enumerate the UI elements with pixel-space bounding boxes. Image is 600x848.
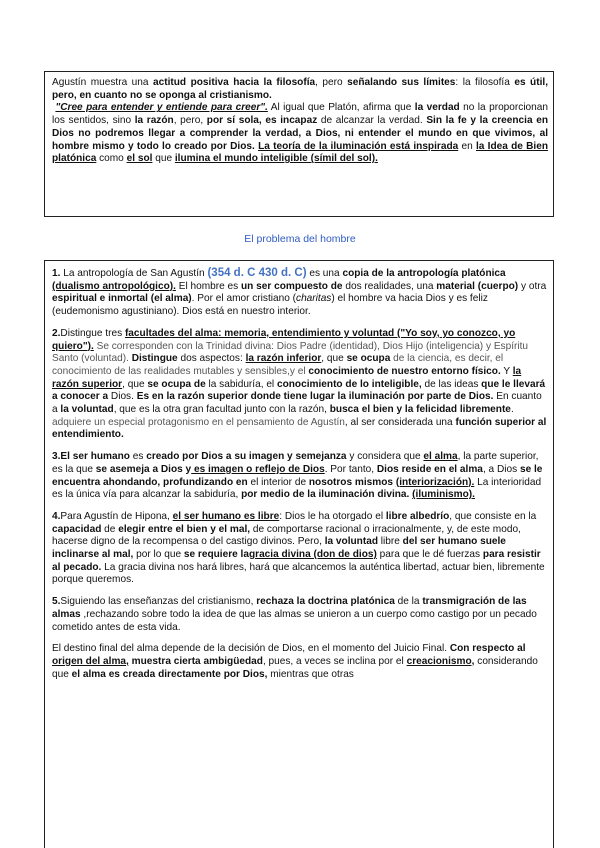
item-6: El destino final del alma depende de la decisión de Dios, en el momento del Juicio Final. Con respecto al origen del alma, muestra cierta ambigüedad, pues, a veces se inclina por el creacionismo, considerando que el alma es creada directamente por Dios, mientras que otras	[52, 643, 538, 680]
item-1: 1. La antropología de San Agustín (354 d. C 430 d. C) es una copia de la antropología platónica (dualismo antropológico). El hombre es un ser compuesto de dos realidades, una material (cuerpo) y otra espiritual e inmortal (el alma). Por el amor cristiano (charitas) el hombre va hacia Dios y es feliz (eudemonismo agustiniano). Dios está en nuestro interior.	[52, 267, 547, 318]
item-2: 2.Distingue tres facultades del alma: memoria, entendimiento y voluntad ("Yo soy, yo conozco, yo quiero"). Se corresponden con la Trinidad divina: Dios Padre (identidad), Dios Hijo (inteligencia) y Espíritu Santo (voluntad). Distingue dos aspectos: la razón inferior, que se ocupa de la ciencia, es decir, el conocimiento de las realidades mutables y sensibles,y el conocimiento de nuestro entorno físico. Y la razón superior, que se ocupa de la sabiduría, el conocimiento de lo inteligible, de las ideas que le llevará a conocer a Dios. Es en la razón superior donde tiene lugar la iluminación por parte de Dios. En cuanto a la voluntad, que es la otra gran facultad junto con la razón, busca el bien y la felicidad libremente. adquiere un especial protagonismo en el pensamiento de Agustín, al ser considerada una función superior al entendimiento.	[52, 327, 547, 441]
motto-quote: "Cree para entender y entiende para creer".	[55, 102, 268, 114]
intro-paragraph-2: "Cree para entender y entiende para creer". Al igual que Platón, afirma que la verdad no la proporcionan los sentidos, sino la razón, pero, por sí sola, es incapaz de alcanzar la verdad. Sin la fe y la creencia en Dios no podremos llegar a comprender la verdad, a Dios, ni entender el mundo en que vivimos, al hombre mismo y todo lo creado por Dios. La teoría de la iluminación está inspirada en la Idea de Bien platónica como el sol que ilumina el mundo inteligible (símil del sol).	[52, 102, 549, 165]
item-4: 4.Para Agustín de Hipona, el ser humano es libre: Dios le ha otorgado el libre albedrío, que consiste en la capacidad de elegir entre el bien y el mal, de comportarse racional o irracionalmente, y, de este modo, hacerse digno de la recompensa o del castigo divinos. Pero, la voluntad libre del ser humano suele inclinarse al mal, por lo que se requiere lagracia divina (don de dios) para que le dé fuerzas para resistir al pecado. La gracia divina nos hará libres, hará que alcancemos la auténtica libertad, actuar bien, libremente porque queremos.	[52, 510, 545, 586]
intro-box	[44, 71, 554, 217]
intro-paragraph-1: Agustín muestra una actitud positiva hacia la filosofía, pero señalando sus límites: la filosofía es útil, pero, en cuanto no se oponga al cristianismo.	[52, 77, 549, 101]
dates-label: (354 d. C 430 d. C)	[207, 267, 307, 279]
section-title: El problema del hombre	[244, 233, 356, 245]
content-box	[44, 260, 554, 848]
item-5: 5.Siguiendo las enseñanzas del cristianismo, rechaza la doctrina platónica de la transmigración de las almas ,rechazando sobre todo la idea de que las almas se unieron a un cuerpo como castigo por un pecado cometido antes de esta vida.	[52, 596, 537, 633]
item-3: 3.El ser humano es creado por Dios a su imagen y semejanza y considera que el alma, la parte superior, es la que se asemeja a Dios y es imagen o reflejo de Dios. Por tanto, Dios reside en el alma, a Dios se le encuentra ahondando, profundizando en el interior de nosotros mismos (interiorización). La interioridad es la única vía para alcanzar la sabiduría, por medio de la iluminación divina. (iluminismo).	[52, 451, 543, 501]
